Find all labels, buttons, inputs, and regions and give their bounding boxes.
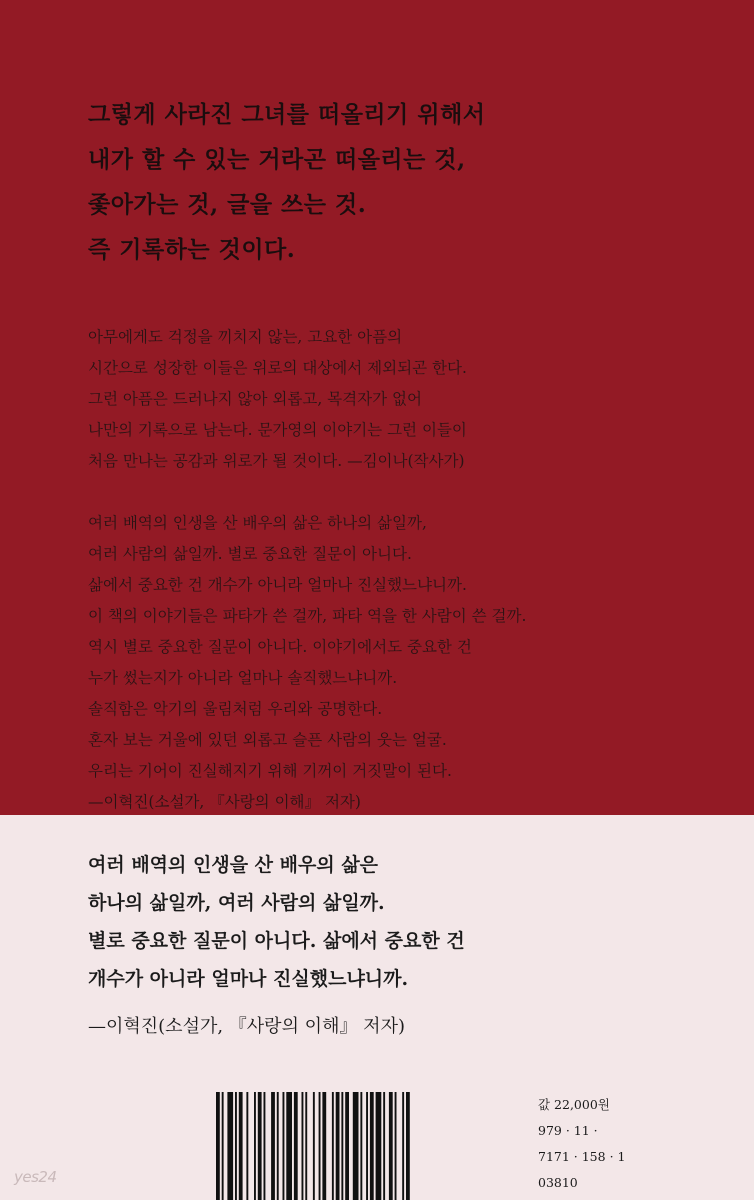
quote-line: 하나의 삶일까, 여러 사람의 삶일까. bbox=[88, 892, 385, 914]
barcode-bar bbox=[370, 1092, 374, 1200]
barcode-bar bbox=[258, 1092, 262, 1200]
price-label: 값 22,000원 bbox=[538, 1097, 610, 1112]
isbn-barcode bbox=[212, 1092, 524, 1200]
headline-line: 즉 기록하는 것이다. bbox=[88, 236, 296, 263]
blurb-line: 솔직함은 악기의 울림처럼 우리와 공명한다. bbox=[88, 700, 383, 718]
barcode-bar bbox=[294, 1092, 298, 1200]
barcode-bar bbox=[277, 1092, 279, 1200]
barcode-bar bbox=[319, 1092, 321, 1200]
barcode-graphic bbox=[212, 1092, 524, 1200]
barcode-bar bbox=[239, 1092, 243, 1200]
barcode-bar bbox=[246, 1092, 248, 1200]
barcode-bar bbox=[216, 1092, 220, 1200]
blurb-line: 아무에게도 걱정을 끼치지 않는, 고요한 아픔의 bbox=[88, 328, 403, 346]
barcode-bar bbox=[322, 1092, 326, 1200]
barcode-bar bbox=[286, 1092, 292, 1200]
barcode-bar bbox=[395, 1092, 397, 1200]
headline-quote bbox=[88, 92, 486, 272]
barcode-bar bbox=[353, 1092, 359, 1200]
barcode-bar bbox=[305, 1092, 307, 1200]
quote-line: 개수가 아니라 얼마나 진실했느냐니까. bbox=[88, 968, 409, 990]
blurb-line: 역시 별로 중요한 질문이 아니다. 이야기에서도 중요한 건 bbox=[88, 638, 472, 656]
quote-attribution: —이혁진(소설가, 『사랑의 이해』 저자) bbox=[88, 1016, 405, 1037]
barcode-bar bbox=[271, 1092, 275, 1200]
blurb-line: 혼자 보는 거울에 있던 외롭고 슬픈 사람의 웃는 얼굴. bbox=[88, 731, 447, 749]
blurb-line: 누가 썼는지가 아니라 얼마나 솔직했느냐니까. bbox=[88, 669, 398, 687]
barcode-bar bbox=[302, 1092, 304, 1200]
barcode-bar bbox=[235, 1092, 237, 1200]
blurb-attribution: —이혁진(소설가, 『사랑의 이해』 저자) bbox=[88, 793, 361, 811]
blurb-lee-hyukjin bbox=[88, 508, 526, 818]
isbn-line: 03810 bbox=[538, 1175, 578, 1190]
blurb-line: 삶에서 중요한 건 개수가 아니라 얼마나 진실했느냐니까. bbox=[88, 576, 467, 594]
barcode-bar bbox=[406, 1092, 410, 1200]
barcode-bar bbox=[360, 1092, 362, 1200]
barcode-bar bbox=[366, 1092, 368, 1200]
barcode-bar bbox=[345, 1092, 349, 1200]
isbn-line: 7171 · 158 · 1 bbox=[538, 1149, 626, 1164]
barcode-bar bbox=[389, 1092, 393, 1200]
barcode-bar bbox=[264, 1092, 266, 1200]
barcode-bar bbox=[254, 1092, 256, 1200]
barcode-bar bbox=[222, 1092, 224, 1200]
blurb-line: 나만의 기록으로 남는다. 문가영의 이야기는 그런 이들이 bbox=[88, 421, 467, 439]
barcode-bar bbox=[341, 1092, 343, 1200]
featured-quote bbox=[88, 846, 465, 998]
barcode-bar bbox=[376, 1092, 382, 1200]
blurb-line: 우리는 기어이 진실해지기 위해 기꺼이 거짓말이 된다. bbox=[88, 762, 452, 780]
headline-line: 내가 할 수 있는 거라곤 떠올리는 것, bbox=[88, 146, 466, 173]
blurb-line: 그런 아픔은 드러나지 않아 외롭고, 목격자가 없어 bbox=[88, 390, 422, 408]
blurb-line: 시간으로 성장한 이들은 위로의 대상에서 제외되곤 한다. bbox=[88, 359, 467, 377]
barcode-bar bbox=[283, 1092, 285, 1200]
blurb-kim-ina bbox=[88, 322, 467, 477]
barcode-bar bbox=[332, 1092, 334, 1200]
blurb-line: 여러 사람의 삶일까. 별로 중요한 질문이 아니다. bbox=[88, 545, 412, 563]
quote-line: 여러 배역의 인생을 산 배우의 삶은 bbox=[88, 854, 379, 876]
barcode-bar bbox=[402, 1092, 404, 1200]
price-and-isbn bbox=[538, 1092, 625, 1196]
quote-line: 별로 중요한 질문이 아니다. 삶에서 중요한 건 bbox=[88, 930, 465, 952]
isbn-line: 979 · 11 · bbox=[538, 1123, 598, 1138]
barcode-bar bbox=[227, 1092, 233, 1200]
blurb-line: 여러 배역의 인생을 산 배우의 삶은 하나의 삶일까, bbox=[88, 514, 427, 532]
barcode-bar bbox=[383, 1092, 385, 1200]
barcode-bar bbox=[336, 1092, 340, 1200]
blurb-line: 처음 만나는 공감과 위로가 될 것이다. —김이나(작사가) bbox=[88, 452, 465, 470]
yes24-watermark: yes24 bbox=[14, 1168, 57, 1186]
blurb-line: 이 책의 이야기들은 파타가 쓴 걸까, 파타 역을 한 사람이 쓴 걸까. bbox=[88, 607, 527, 625]
headline-line: 좇아가는 것, 글을 쓰는 것. bbox=[88, 191, 367, 218]
headline-line: 그렇게 사라진 그녀를 떠올리기 위해서 bbox=[88, 101, 486, 128]
barcode-bar bbox=[313, 1092, 315, 1200]
